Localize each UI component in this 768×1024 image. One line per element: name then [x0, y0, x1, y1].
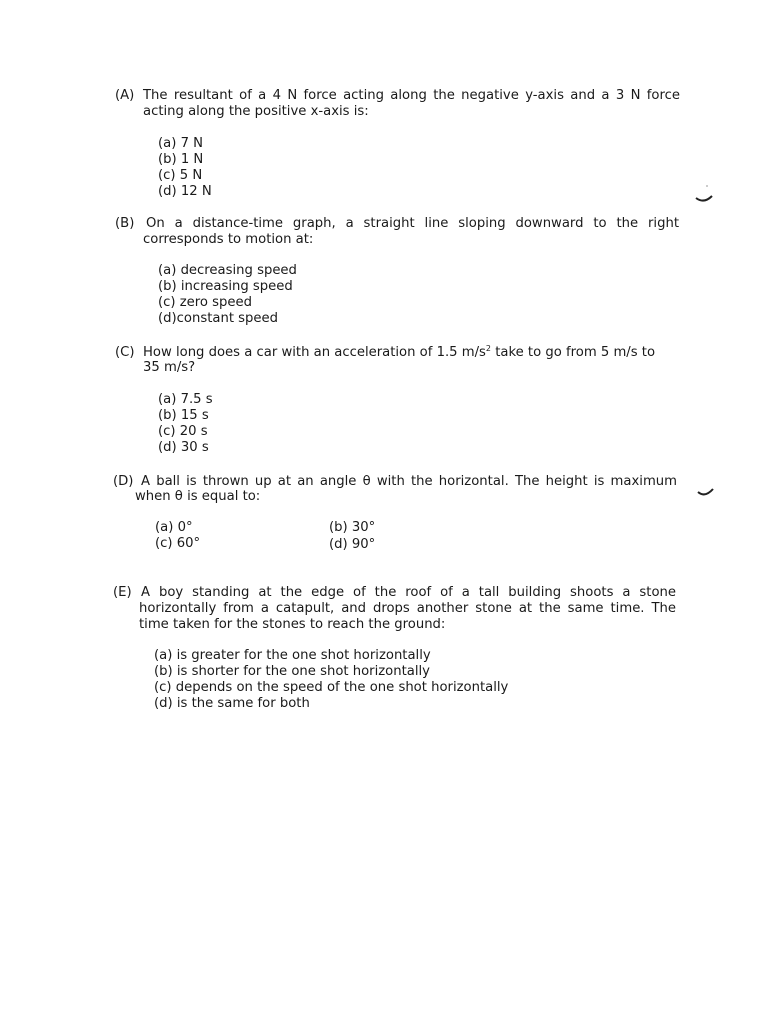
- question-e-text-line-2: horizontally from a catapult, and drops another stone at the same time. The: [139, 601, 676, 616]
- question-c-text-line-1-start: How long does a car with an acceleration of 1.5 m/s: [143, 345, 486, 360]
- question-e-option-d: (d) is the same for both: [154, 696, 310, 711]
- question-c-label: (C): [115, 345, 135, 360]
- question-e-option-c: (c) depends on the speed of the one shot horizontally: [154, 680, 509, 695]
- question-d-option-b: (b) 30°: [329, 520, 376, 535]
- question-d-text-line-2: when θ is equal to:: [135, 489, 261, 504]
- question-a-option-c: (c) 5 N: [158, 168, 203, 183]
- question-c-text-line-1: [143, 345, 655, 361]
- question-a-text-line-2: acting along the positive x-axis is:: [143, 104, 369, 119]
- question-b-text-line-1: On a distance-time graph, a straight line sloping downward to the right: [146, 216, 679, 231]
- question-b-option-b: (b) increasing speed: [158, 279, 293, 294]
- question-e-option-a: (a) is greater for the one shot horizontally: [154, 648, 431, 663]
- question-c-option-b: (b) 15 s: [158, 408, 209, 423]
- margin-hole-mark: [692, 182, 716, 206]
- question-d-option-a: (a) 0°: [155, 520, 193, 535]
- question-c-text-line-2: 35 m/s?: [143, 360, 196, 375]
- question-c-text-line-1-end: take to go from 5 m/s to: [491, 345, 656, 360]
- question-c-option-c: (c) 20 s: [158, 424, 208, 439]
- margin-hole-mark: [694, 480, 718, 504]
- question-c-option-d: (d) 30 s: [158, 440, 209, 455]
- question-c-option-a: (a) 7.5 s: [158, 392, 213, 407]
- question-b-label: (B): [115, 216, 135, 231]
- question-a-text-line-1: The resultant of a 4 N force acting along the negative y-axis and a 3 N force: [143, 88, 680, 103]
- question-d-option-c: (c) 60°: [155, 536, 201, 551]
- question-e-option-b: (b) is shorter for the one shot horizontally: [154, 664, 430, 679]
- question-e-label: (E): [113, 585, 132, 600]
- question-d-option-d: (d) 90°: [329, 537, 376, 552]
- question-a-option-a: (a) 7 N: [158, 136, 204, 151]
- question-a-option-b: (b) 1 N: [158, 152, 204, 167]
- question-b-option-c: (c) zero speed: [158, 295, 252, 310]
- question-e-text-line-3: time taken for the stones to reach the ground:: [139, 617, 446, 632]
- question-b-option-a: (a) decreasing speed: [158, 263, 297, 278]
- question-e-text-line-1: A boy standing at the edge of the roof of a tall building shoots a stone: [141, 585, 676, 600]
- question-b-text-line-2: corresponds to motion at:: [143, 232, 314, 247]
- question-d-label: (D): [113, 474, 134, 489]
- question-b-option-d: (d)constant speed: [158, 311, 279, 326]
- superscript-exponent: 2: [485, 344, 492, 353]
- question-d-text-line-1: A ball is thrown up at an angle θ with the horizontal. The height is maximum: [141, 474, 677, 489]
- question-a-option-d: (d) 12 N: [158, 184, 212, 199]
- question-a-label: (A): [115, 88, 135, 103]
